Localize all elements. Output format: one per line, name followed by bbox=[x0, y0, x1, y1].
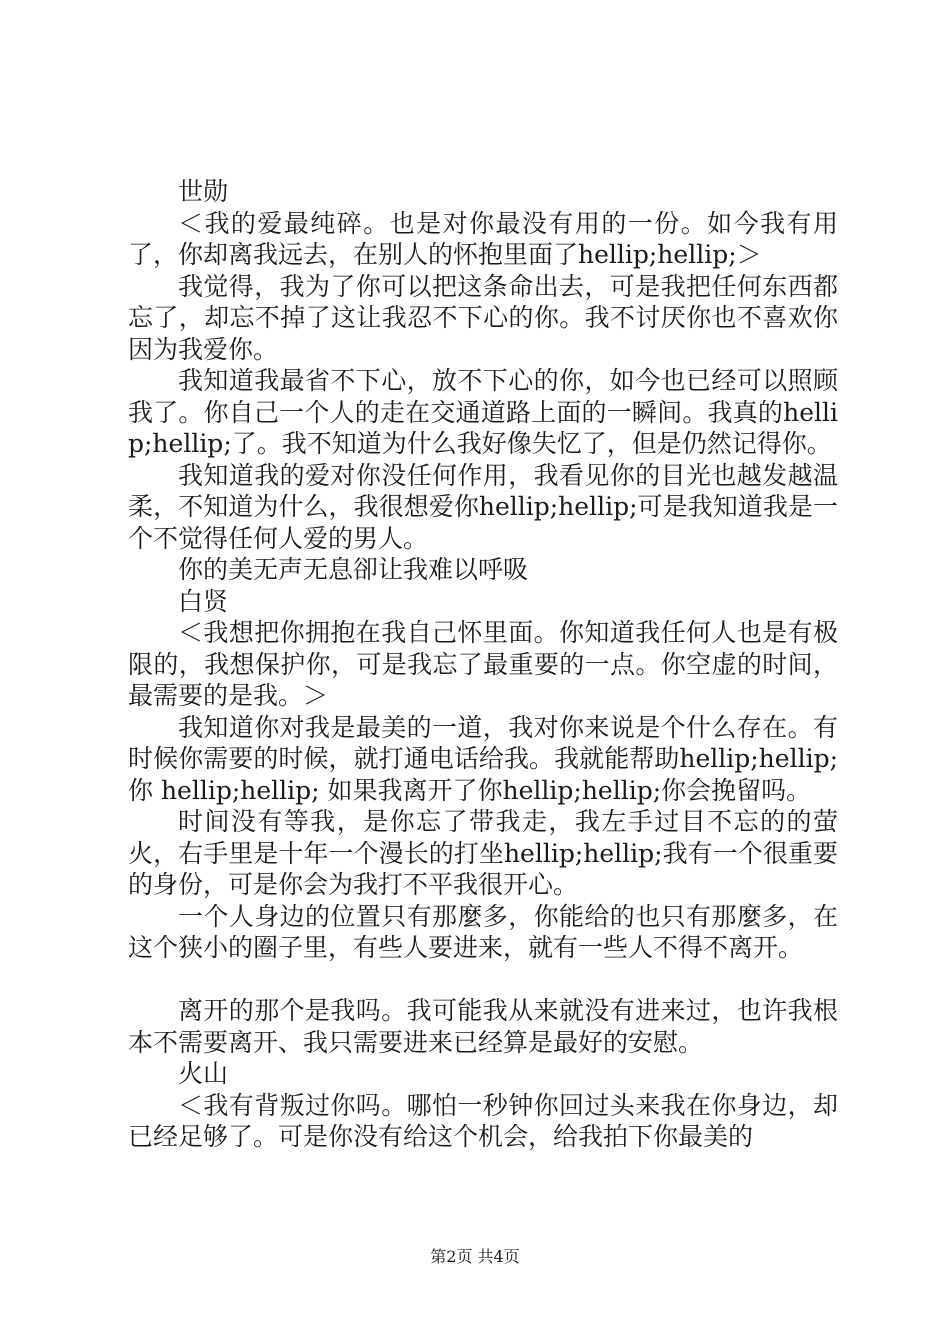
paragraph: ＜我有背叛过你吗。哪怕一秒钟你回过头来我在你身边，却已经足够了。可是你没有给这个机会，给我拍下你最美的 bbox=[128, 1090, 838, 1151]
paragraph: 离开的那个是我吗。我可能我从来就没有进来过，也许我根本不需要离开、我只需要进来已经算是最好的安慰。 bbox=[128, 996, 838, 1057]
paragraph: 时间没有等我，是你忘了带我走，我左手过目不忘的的萤火，右手里是十年一个漫长的打坐hellip;hellip;我有一个很重要的身份，可是你会为我打不平我很开心。 bbox=[128, 807, 838, 899]
paragraph: 我觉得，我为了你可以把这条命出去，可是我把任何东西都忘了，却忘不掉了这让我忍不下心的你。我不讨厌你也不喜欢你因为我爱你。 bbox=[128, 271, 838, 364]
paragraph: 你的美无声无息卻让我难以呼吸 bbox=[178, 555, 529, 584]
paragraph-heading-baixian: 白贤 bbox=[178, 586, 229, 616]
paragraph: 一个人身边的位置只有那麼多，你能给的也只有那麼多，在这个狭小的圈子里，有些人要进来，就有一些人不得不离开。 bbox=[128, 901, 838, 962]
document-body bbox=[128, 176, 838, 1153]
paragraph: ＜我的爱最纯碎。也是对你最没有用的一份。如今我有用了，你却离我远去，在别人的怀抱里面了hellip;hellip;＞ bbox=[128, 208, 838, 269]
paragraph: ＜我想把你拥抱在我自己怀里面。你知道我任何人也是有极限的，我想保护你，可是我忘了最重要的一点。你空虚的时间，最需要的是我。＞ bbox=[128, 618, 838, 710]
page-number-footer: 第2页 共4页 bbox=[430, 1247, 520, 1266]
paragraph: 我知道你对我是最美的一道，我对你来说是个什么存在。有时候你需要的时候，就打通电话给我。我就能帮助hellip;hellip; 你 hellip;hellip; 如果我离开了你hellip;hellip;你会挽留吗。 bbox=[128, 712, 838, 805]
paragraph-heading-shixun: 世勋 bbox=[178, 177, 229, 206]
paragraph: 我知道我的爱对你没任何作用，我看见你的目光也越发越温柔，不知道为什么，我很想爱你hellip;hellip;可是我知道我是一个不觉得任何人爱的男人。 bbox=[128, 460, 838, 553]
paragraph-heading-huoshan: 火山 bbox=[178, 1059, 229, 1088]
paragraph: 我知道我最省不下心，放不下心的你，如今也已经可以照顾我了。你自己一个人的走在交通道路上面的一瞬间。我真的hellip;hellip;了。我不知道为什么我好像失忆了，但是仍然记得你。 bbox=[128, 366, 838, 458]
